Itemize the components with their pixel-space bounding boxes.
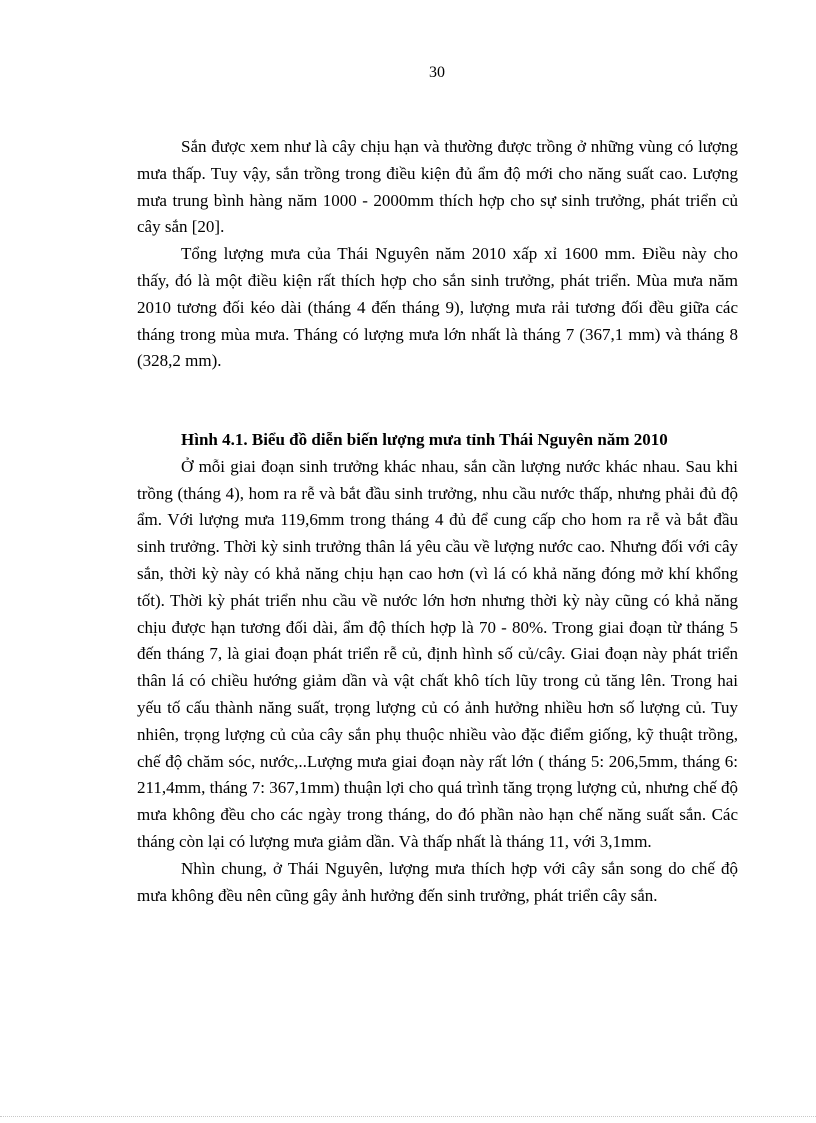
text-block-top [137,134,738,375]
text-block-bottom [137,427,738,909]
paragraph-thai-nguyen-rainfall-2010: Tổng lượng mưa của Thái Nguyên năm 2010 xấp xỉ 1600 mm. Điều này cho thấy, đó là một điều kiện rất thích hợp cho sắn sinh trưởng, phát triển. Mùa mưa năm 2010 tương đối kéo dài (tháng 4 đến tháng 9), lượng mưa rải tương đối đều giữa các tháng trong mùa mưa. Tháng có lượng mưa lớn nhất là tháng 7 (367,1 mm) và tháng 8 (328,2 mm). [137,244,738,371]
page-bottom-divider [0,1116,816,1117]
paragraph-conclusion: Nhìn chung, ở Thái Nguyên, lượng mưa thích hợp với cây sắn song do chế độ mưa không đều nên cũng gây ảnh hưởng đến sinh trưởng, phát triển cây sắn. [137,858,738,905]
figure-caption: Hình 4.1. Biểu đồ diễn biến lượng mưa tỉnh Thái Nguyên năm 2010 [181,430,668,449]
paragraph-growth-stages-water: Ở mỗi giai đoạn sinh trưởng khác nhau, sắn cần lượng nước khác nhau. Sau khi trồng (tháng 4), hom ra rễ và bắt đầu sinh trưởng, nhu cầu nước thấp, nhưng phải đủ độ ẩm. Với lượng mưa 119,6mm trong tháng 4 đủ để cung cấp cho hom ra rễ và bắt đầu sinh trưởng. Thời kỳ sinh trưởng thân lá yêu cầu về lượng nước cao. Nhưng đối với cây sắn, thời kỳ này có khả năng chịu hạn cao hơn (vì lá có khả năng đóng mở khí khổng tốt). Thời kỳ phát triển nhu cầu về nước lớn hơn nhưng thời kỳ này cũng có khả năng chịu được hạn tương đối dài, ẩm độ thích hợp là 70 - 80%. Trong giai đoạn từ tháng 5 đến tháng 7, là giai đoạn phát triển rễ củ, định hình số củ/cây. Giai đoạn này phát triển thân lá có chiều hướng giảm dần và vật chất khô tích lũy trong củ tăng lên. Trong hai yếu tố cấu thành năng suất, trọng lượng củ có ảnh hưởng nhiều hơn số lượng củ. Tuy nhiên, trọng lượng củ của cây sắn phụ thuộc nhiều vào đặc điểm giống, kỹ thuật trồng, chế độ chăm sóc, nước,..Lượng mưa giai đoạn này rất lớn ( tháng 5: 206,5mm, tháng 6: 211,4mm, tháng 7: 367,1mm) thuận lợi cho quá trình tăng trọng lượng củ, nhưng chế độ mưa không đều cho các ngày trong tháng, do đó phần nào hạn chế năng suất sắn. Các tháng còn lại có lượng mưa giảm dần. Và thấp nhất là tháng 11, với 3,1mm. [137,456,738,851]
page-number: 30 [429,64,445,81]
paragraph-cassava-rainfall-needs: Sắn được xem như là cây chịu hạn và thường được trồng ở những vùng có lượng mưa thấp. Tuy vậy, sắn trồng trong điều kiện đủ ẩm độ mới cho năng suất cao. Lượng mưa trung bình hàng năm 1000 - 2000mm thích hợp cho sự sinh trưởng, phát triển củ cây sắn [20]. [137,137,738,237]
